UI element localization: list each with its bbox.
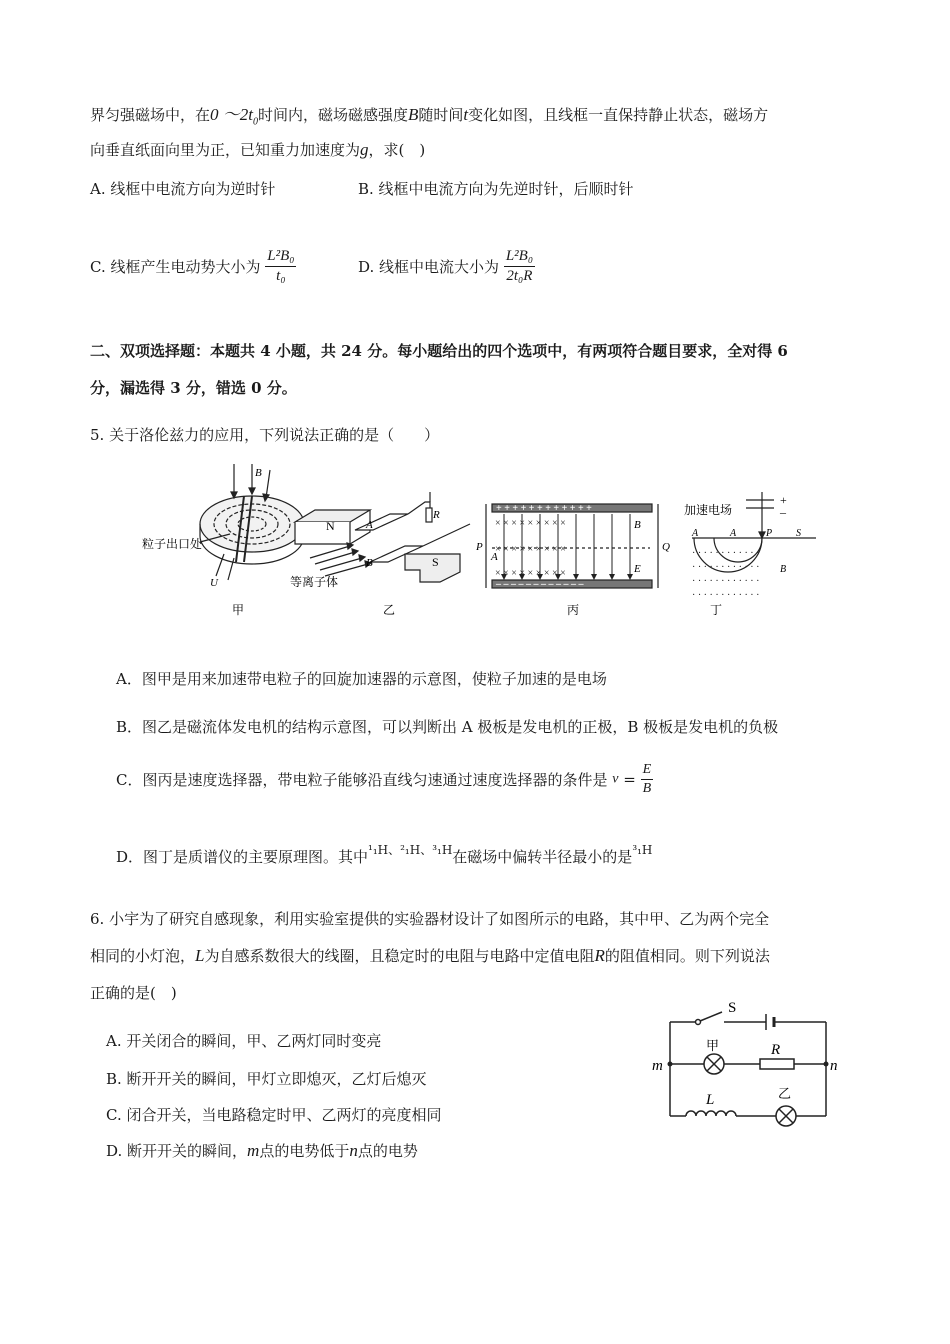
q4-text: 随时间 (418, 106, 464, 124)
yi-R-label: R (433, 509, 440, 521)
caption-jia: 甲 (232, 603, 245, 617)
var-m: m (247, 1141, 260, 1160)
ding-minus-sign: – (780, 505, 786, 519)
answer-isotope: ³₁H (632, 843, 653, 857)
q5-option-c: C．图丙是速度选择器，带电粒子能够沿直线匀速通过速度选择器的条件是 v = $\frac{E}{B}$ (116, 762, 652, 796)
q6-line3: 正确的是( ) (90, 984, 177, 1002)
q4-text: 界匀强磁场中，在 (90, 106, 211, 124)
ding-plus-sign: + (780, 493, 787, 507)
circuit-n-label: n (830, 1058, 838, 1074)
caption-ding: 丁 (710, 603, 723, 617)
svg-text:· · · · · · · · · · · ·: · · · · · · · · · · · · (692, 576, 760, 587)
circuit-m-label: m (652, 1058, 663, 1074)
q4-option-b: B. 线框中电流方向为先逆时针，后顺时针 (358, 180, 634, 198)
svg-text:· · · · · · · · · · · ·: · · · · · · · · · · · · (692, 548, 760, 559)
q5-option-c-fraction: $\frac{E}{B}$ (642, 762, 652, 796)
var-L: L (195, 946, 205, 965)
q6-option-a: A. 开关闭合的瞬间，甲、乙两灯同时变亮 (106, 1032, 382, 1050)
q4-text: 向垂直纸面向里为正，已知重力加速度为 (90, 141, 361, 159)
section2-header-line1: 二、双项选择题：本题共 4 小题，共 24 分。每小题给出的四个选项中，有两项符合题目要求，全对得 6 (90, 342, 788, 360)
q5-figures (140, 462, 820, 622)
yi-N-label: N (326, 519, 335, 533)
yi-B-label: B (366, 557, 373, 569)
caption-yi: 乙 (383, 603, 396, 617)
svg-text:+ + + + + + + + + + + +: + + + + + + + + + + + + (496, 503, 592, 514)
isotopes: ¹₁H、²₁H、³₁H (368, 843, 453, 857)
var-t: t (463, 105, 469, 124)
yi-plasma-label: 等离子体 (290, 575, 339, 589)
svg-text:× × × × × × × × ×: × × × × × × × × × (495, 568, 566, 579)
q5-option-d: D．图丁是质谱仪的主要原理图。其中$^{^1_1H、^2_1H、^3_1H}$在磁场中偏转半径最小的是$^{^3_1H}$ (116, 843, 653, 866)
circuit-S-label: S (728, 1000, 737, 1016)
figure-jia-cyclotron (200, 464, 304, 580)
bing-P-label: P (476, 541, 483, 553)
q4-text: 变化如图，且线框一直保持静止状态，磁场方 (468, 106, 769, 124)
q4-line2 (90, 139, 425, 160)
svg-text:× × × × × × × × ×: × × × × × × × × × (495, 518, 566, 529)
ding-accel-label: 加速电场 (684, 503, 733, 517)
jia-U-label: U (210, 577, 218, 589)
circuit-jia-label: 甲 (706, 1038, 720, 1053)
q6-option-c: C. 闭合开关，当电路稳定时甲、乙两灯的亮度相同 (106, 1106, 442, 1124)
jia-B-label: B (255, 467, 262, 479)
yi-A-label: A (366, 519, 373, 531)
ding-A1-label: A (692, 528, 699, 539)
ding-B-label: B (780, 564, 787, 575)
bing-B-label: B (634, 519, 641, 531)
ding-S-label: S (796, 528, 801, 539)
q5-option-b: B．图乙是磁流体发电机的结构示意图，可以判断出 A 极板是发电机的正极，B 极板是发电机的负极 (116, 718, 779, 736)
q4-option-c-fraction: $\frac{\text{L²B₀}}{\text{t₀}}$ (267, 248, 295, 284)
ding-A2-label: A (730, 528, 737, 539)
svg-text:× × × × × × × × ×: × × × × × × × × × (495, 544, 566, 555)
node-m (668, 1062, 673, 1067)
q4-text: ，求( ) (368, 141, 426, 159)
q4-option-d: D. 线框中电流大小为 $\frac{\text{L²B₀}}{\text{2t₀R}}$ (358, 248, 534, 284)
node-n (824, 1062, 829, 1067)
q6-circuit-diagram (648, 996, 848, 1146)
ding-P-label: P (766, 528, 773, 539)
svg-text:– – – – – – – – – – – –: – – – – – – – – – – – – (496, 579, 584, 590)
var-B: B (408, 105, 419, 124)
q5-stem: 5. 关于洛伦兹力的应用，下列说法正确的是（ ） (90, 426, 440, 444)
jia-exit-label: 粒子出口处 (142, 537, 203, 551)
q6-option-d: D. 断开开关的瞬间，m点的电势低于n点的电势 (106, 1141, 418, 1160)
q6-option-b: B. 断开开关的瞬间，甲灯立即熄灭，乙灯后熄灭 (106, 1070, 427, 1088)
bing-cross-marks (495, 518, 566, 579)
var-n: n (349, 1141, 358, 1160)
q4-option-c: C. 线框产生电动势大小为 $\frac{\text{L²B₀}}{\text{t₀}}$ (90, 248, 295, 284)
q4-line1 (90, 100, 768, 127)
q4-option-d-fraction: $\frac{\text{L²B₀}}{\text{2t₀R}}$ (505, 248, 534, 284)
circuit-R-label: R (771, 1042, 781, 1058)
bing-A-label: A (491, 551, 498, 563)
bing-Q-label: Q (662, 541, 670, 553)
var-R: R (594, 946, 605, 965)
q4-text: 时间内，磁场磁感强度 (258, 106, 409, 124)
bing-E-label: E (634, 563, 641, 575)
q6-line1: 6. 小宇为了研究自感现象，利用实验室提供的实验器材设计了如图所示的电路，其中甲、乙为两个完全 (90, 910, 770, 928)
q6-line2: 相同的小灯泡，L为自感系数很大的线圈，且稳定时的电阻与电路中定值电阻R的阻值相同。则下列说法 (90, 946, 770, 965)
section2-header-line2: 分，漏选得 3 分，错选 0 分。 (90, 379, 297, 397)
svg-text:· · · · · · · · · · · ·: · · · · · · · · · · · · (692, 562, 760, 573)
q4-option-a: A. 线框中电流方向为逆时针 (90, 180, 276, 198)
var-g: g (360, 140, 369, 159)
circuit-L-label: L (706, 1092, 715, 1108)
caption-bing: 丙 (567, 603, 580, 617)
time-range: 0 $\sim 2t_0$ (210, 105, 258, 128)
q5-option-a: A．图甲是用来加速带电粒子的回旋加速器的示意图，使粒子加速的是电场 (116, 670, 607, 688)
yi-S-label: S (432, 555, 439, 569)
svg-text:· · · · · · · · · · · ·: · · · · · · · · · · · · (692, 590, 760, 601)
ding-field-dots (692, 548, 759, 601)
figure-yi-mhd-generator (295, 492, 470, 582)
circuit-yi-label: 乙 (778, 1086, 792, 1101)
